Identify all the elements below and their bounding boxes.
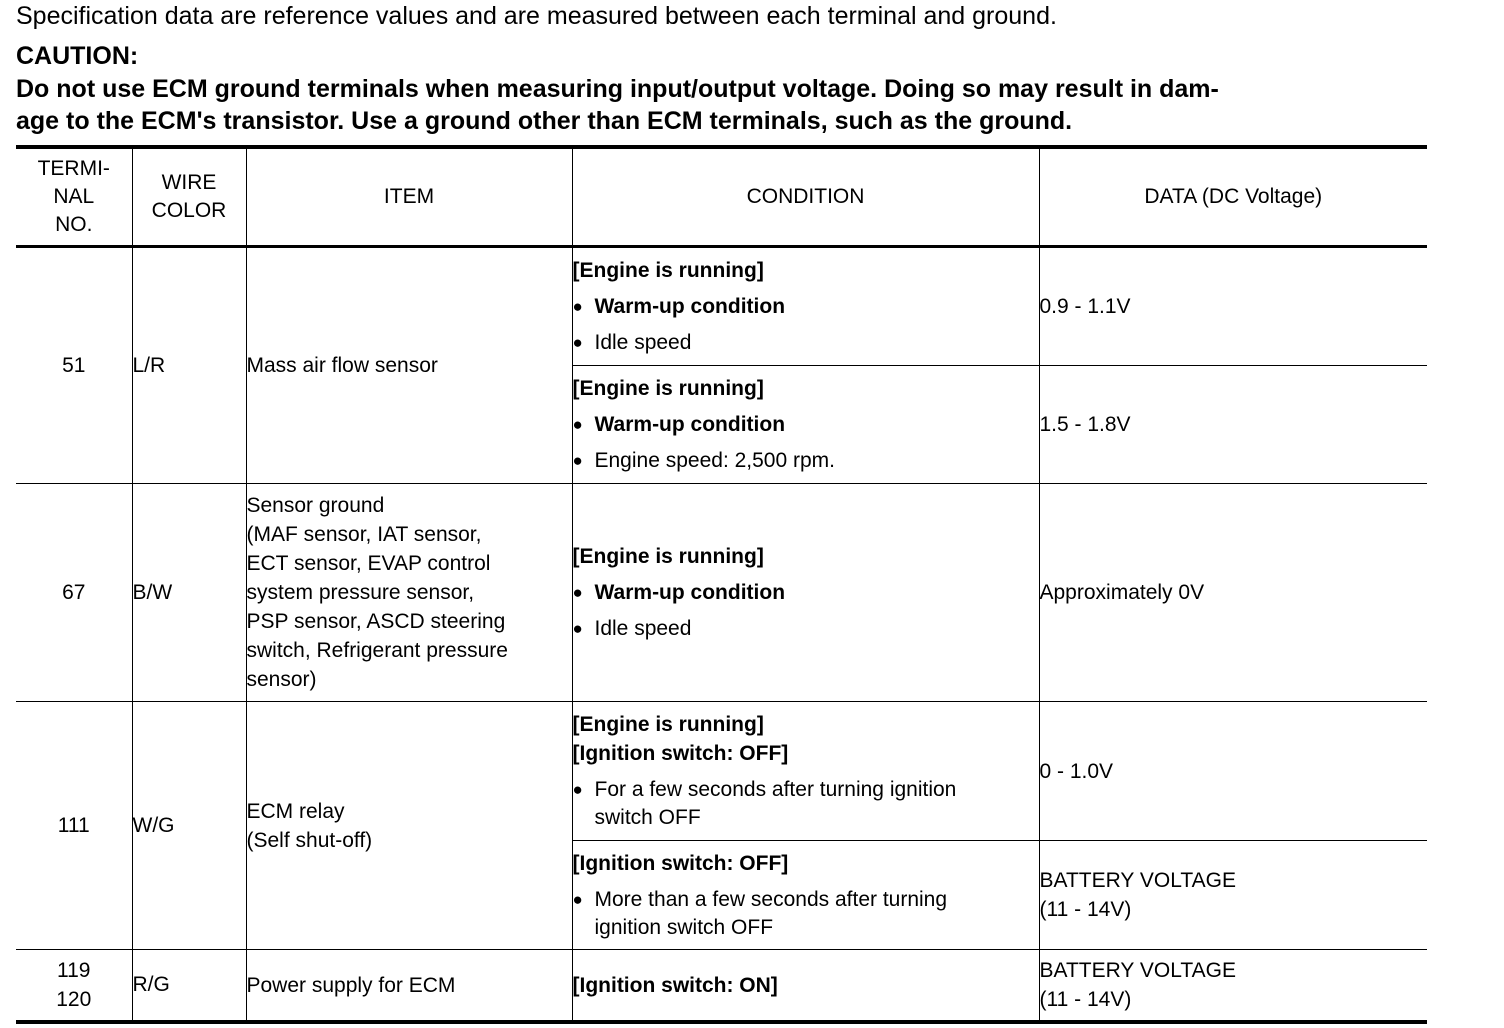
intro-text: Specification data are reference values and are measured between each terminal and ground. — [16, 2, 1057, 30]
bullet-dot-icon: ● — [572, 297, 583, 316]
condition-bullet: ● Engine speed: 2,500 rpm. — [573, 447, 1039, 475]
condition-bullet: ● More than a few seconds after turning ignition switch OFF — [572, 887, 948, 939]
terminal-spec-table — [16, 145, 1427, 1024]
item-cell: ECM relay (Self shut-off) — [246, 702, 572, 950]
bullet-dot-icon: ● — [572, 780, 583, 799]
condition-heading: [Engine is running] — [572, 545, 764, 568]
condition-bullet: ● Warm-up condition — [573, 293, 1039, 321]
wire-color-cell: W/G — [132, 702, 246, 950]
bullet-dot-icon: ● — [572, 451, 583, 470]
data-cell: Approximately 0V — [1039, 484, 1427, 702]
condition-bullet: ● Warm-up condition — [573, 579, 1039, 607]
item-cell: Sensor ground (MAF sensor, IAT sensor, ECT sensor, EVAP control system pressure sensor, PSP sensor, ASCD steering switch, Refrigerant pressure sensor) — [246, 484, 572, 702]
table-row — [16, 702, 1427, 841]
condition-cell — [572, 247, 1039, 366]
condition-cell — [572, 841, 1039, 950]
terminal-number-cell: 51 — [16, 247, 132, 484]
bullet-dot-icon: ● — [572, 583, 583, 602]
condition-heading: [Ignition switch: ON] — [572, 973, 778, 997]
terminal-number-cell: 111 — [16, 702, 132, 950]
header-condition: CONDITION — [572, 147, 1039, 247]
condition-bullet: ● For a few seconds after turning ignition switch OFF — [572, 778, 957, 829]
terminal-number-cell: 67 — [16, 484, 132, 702]
data-cell: 0.9 - 1.1V — [1039, 247, 1427, 366]
condition-cell — [572, 484, 1039, 702]
header-terminal-no: TERMI- NAL NO. — [16, 147, 132, 247]
bullet-dot-icon: ● — [572, 889, 583, 909]
data-cell: 0 - 1.0V — [1039, 702, 1427, 841]
table-row — [16, 247, 1427, 366]
terminal-number-cell: 119 120 — [16, 950, 132, 1023]
caution-line: age to the ECM's transistor. Use a ground other than ECM terminals, such as the ground. — [16, 107, 1073, 135]
table-header-row — [16, 147, 1427, 247]
condition-heading: [Engine is running] — [572, 377, 764, 400]
item-cell: Power supply for ECM — [246, 950, 572, 1023]
condition-bullet: ● Idle speed — [573, 615, 1039, 643]
condition-bullet: ● Warm-up condition — [573, 411, 1039, 439]
data-cell: BATTERY VOLTAGE (11 - 14V) — [1039, 950, 1427, 1023]
data-cell: 1.5 - 1.8V — [1039, 366, 1427, 484]
caution-text — [16, 73, 1456, 137]
condition-cell — [572, 950, 1039, 1023]
condition-cell — [572, 702, 1039, 841]
caution-line: Do not use ECM ground terminals when measuring input/output voltage. Doing so may result in dam- — [16, 75, 1219, 103]
condition-bullet: ● Idle speed — [573, 329, 1039, 357]
bullet-dot-icon: ● — [572, 619, 583, 638]
condition-heading: [Engine is running] — [572, 259, 764, 282]
condition-heading: [Ignition switch: OFF] — [572, 742, 789, 765]
item-cell: Mass air flow sensor — [246, 247, 572, 484]
caution-title: CAUTION: — [16, 42, 139, 70]
data-cell: BATTERY VOLTAGE (11 - 14V) — [1039, 841, 1427, 950]
wire-color-cell: B/W — [132, 484, 246, 702]
bullet-dot-icon: ● — [572, 415, 583, 434]
header-item: ITEM — [246, 147, 572, 247]
bullet-dot-icon: ● — [572, 333, 583, 352]
table-row — [16, 484, 1427, 702]
wire-color-cell: L/R — [132, 247, 246, 484]
header-wire-color: WIRE COLOR — [132, 147, 246, 247]
condition-cell — [572, 366, 1039, 484]
condition-heading: [Ignition switch: OFF] — [572, 851, 789, 875]
condition-heading: [Engine is running] — [572, 713, 764, 736]
header-data: DATA (DC Voltage) — [1039, 147, 1427, 247]
wire-color-cell: R/G — [132, 950, 246, 1023]
table-row — [16, 950, 1427, 1023]
